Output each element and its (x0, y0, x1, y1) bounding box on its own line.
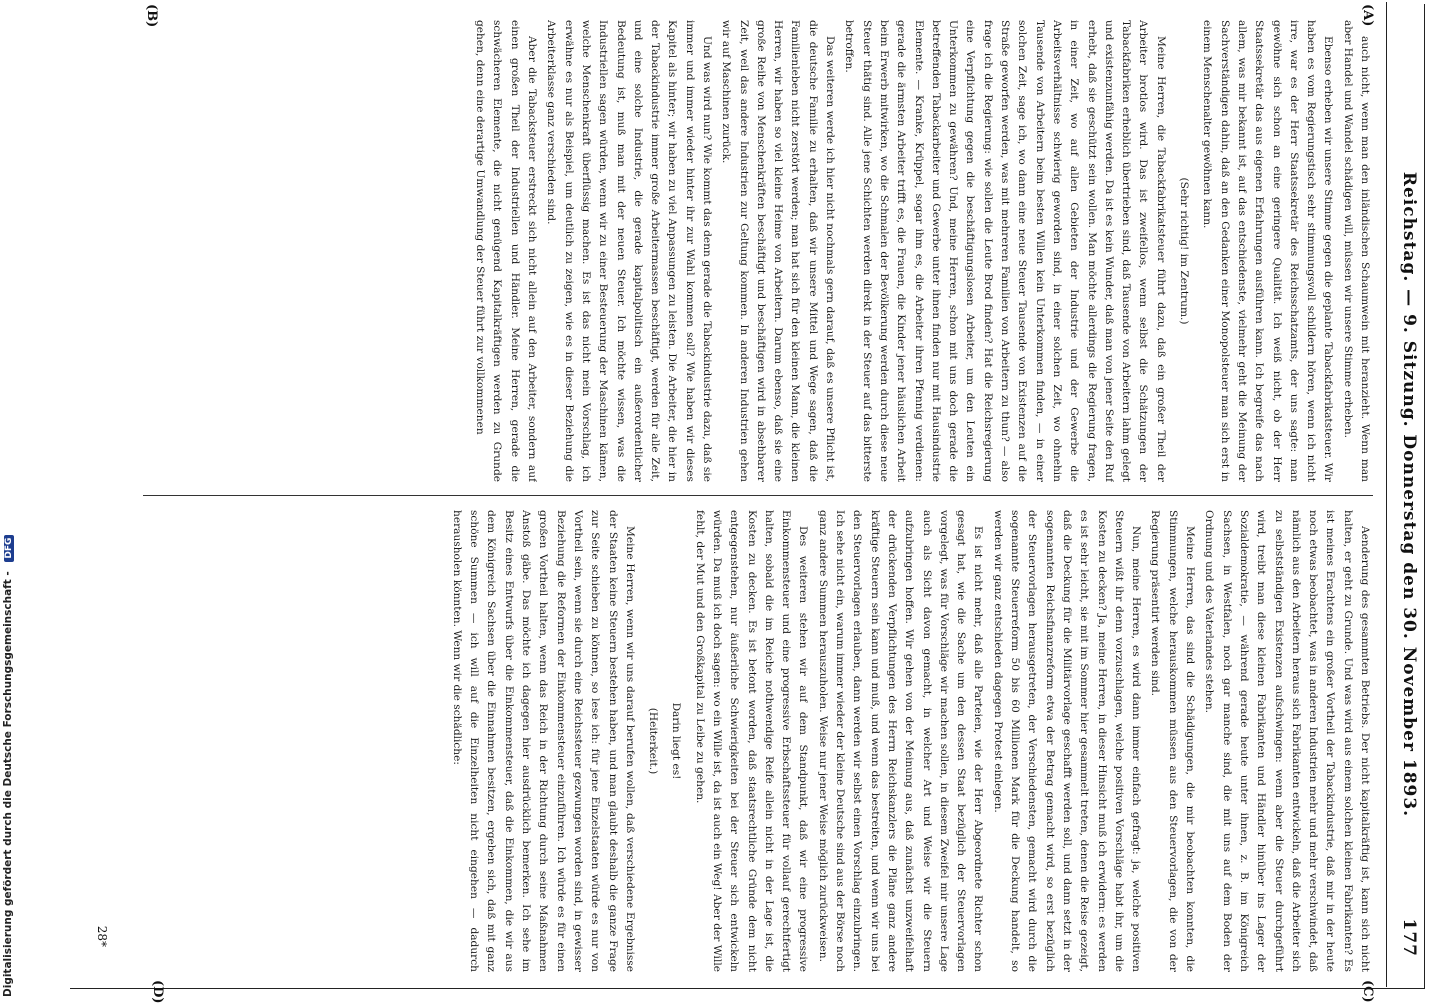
page-title: Reichstag. — 9. Sitzung. Donnerstag den 30. November 1893. (1399, 171, 1419, 818)
paragraph: Des weiteren stehen wir auf dem Standpunkt, daß wir eine progressive Einkommensteuer und eine progressive Erbschaftssteuer für vollauf gerechtfertigt halten, sobald die im Reiche nothwendige Reife allein nicht in der Lage ist, die Kosten zu decken. Es ist betont worden, daß staatsrechtliche Gründe dem nicht entgegenstehen, nur äußerliche Schwierigkeiten bei der Steuer sich entwickeln würden. Da muß ich doch sagen: wo ein Wille ist, da ist auch ein Weg! Aber der Wille fehlt, der Mut und den Großkapital zu Leibe zu gehen. (693, 510, 810, 972)
margin-letter-d: (D) (150, 980, 165, 1004)
paragraph: auch nicht, wenn man den inländischen Schaumwein mit heranzieht. Wenn man aber Handel und Wandel schädigen will, müssen wir unsere Stimme erheben. (1341, 20, 1371, 482)
digitization-credit (2, 537, 18, 997)
header-rule (1386, 2, 1387, 987)
column-divider (143, 495, 1373, 496)
paragraph: Nun, meine Herren, es wird dann immer einfach gefragt: ja, welche positiven Steuern wißt ihr denn vorzuschlagen, welche positiven Vorschläge habt ihr, um die Kosten zu decken? Ja, meine Herren, in dieser Hinsicht muß ich erwidern: es werden es ist sehr leicht, sie mit im Sommer hier gesammelt treten, denen die Reise gezeigt, daß die Deckung für die Militärvorlage geschafft werden soll, und dann setzt in der sogenannten Reichsfinanzreform etwa der Betrag gemacht wird, so erst bezüglich der Steuervorlagen herausgetreten, der Verschiedensten, gemacht wird durch die sogenannte Steuerreform 50 bis 60 Millionen Mark für die Deckung handelt, so werden wir ganz entschieden dagegen Protest einlegen. (991, 510, 1143, 972)
margin-letter-b: (B) (144, 4, 159, 28)
paragraph: Und was wird nun? Wie kommt das denn gerade die Tabackindustrie dazu, daß sie immer und immer wieder hinter ihr zur Wahl kommen soll? Wie haben wir dieses Kapitel als hinter; wir haben zu viel Anpassungen zu leisten. Die Arbeiter, die hier in der Tabackindustrie immer große Arbeitermassen beschäftigt, werden für alle Zeit, und eine solche Industrie, die gerade kapitalpolitisch ein außerordentlicher Bedeutung ist, muß man mit der neuen Steuer. Ich möchte wissen, was die Industriellen sagen würden, wenn wir zu einer Besteuerung der Maschinen kämen, welche Menschenkraft überflüssig machen. Es ist das nicht mein Vorschlag, ich erwähne es nur als Beispiel, um deutlich zu zeigen, wie es in dieser Beziehung die Arbeiterklasse ganz verschieden sind. (545, 20, 714, 482)
paragraph: Meine Herren, das sind die Schädigungen, die mir beobachten konnten, die Stimmungen, welche herauskommen müssen aus den Steuervorlagen, die von der Regierung präsentirt werden sind. (1149, 510, 1197, 972)
right-column (128, 510, 1373, 972)
paragraph: Meine Herren, wenn wir uns darauf berufen wollen, daß verschiedene Ergebnisse der Staaten keine Steuern bestehen haben, und man glaubt deshalb die ganze Frage zur Seite schieben zu können, so lese ich: für jene Einzelstaaten würde es nur von Vortheil sein, wenn sie durch eine Reichssteuer gezwungen worden sind, in gewisser Beziehung die Reformen der Einkommensteuer einzuführen. Ich würde es für einen großen Vortheil halten, wenn das Reich in der Richtung durch seine Maßnahmen Anstoß gäbe. Das möchte ich dagegen hier ausdrücklich bemerken. Ich sehe im Besitz eines Entwurfs über die Einkommensteuer, daß die Einkommen, die wir aus dem Königreich Sachsen über die Einnahmen besitzen, ergeben sich, daß mit ganz schöne Summen — ich will auf die Einzelheiten nicht eingehen — dadurch herausholen könnten. Wenn wir die schädliche: (450, 510, 636, 972)
paragraph: Es ist nicht mehr, daß alle Parteien, wie der Herr Abgeordnete Richter schon gesagt hat, wie die Sache um den dessen Staat bezüglich der Steuervorlagen vorgelegt, was für Vorschläge wir machen sollen, in diesem Zweifel mir unsere Lage auch als Sicht davon gemacht, in welcher Art und Weise wir die Steuern aufzubringen hoffen. Wir gehen von der Meinung aus, daß zunächst unzweifelhaft der drückenden Verpflichtungen des Herrn Reichskanzlers die Pläne ganz andere kräftige Steuern sein kann und muß, und wenn das bestreiten, und wenn wir uns bei den Steuervorlagen erlauben, dann werden wir selbst einen Vorschlag einzubringen. Ich sehe nicht ein, warum immer wieder der kleine Deutsche sind aus der Börse noch ganz andere Summen herauszuholen. Weise nur jener Weise möglich zurückweisen. (816, 510, 985, 972)
scan-frame-horizontal (70, 988, 1425, 989)
page-number: 177 (1399, 918, 1419, 957)
interjection: (Sehr richtig! im Zentrum.) (1178, 177, 1191, 325)
signature-mark: 28* (95, 925, 109, 947)
rotated-document-page (82, 2, 1427, 1004)
paragraph: Aber die Tabacksteuer erstreckt sich nicht allein auf den Arbeiter, sondern auf einen großen Theil der Industriellen und Händler. Meine Herren, gerade die schwächeren Elemente, die nicht genügend Kapitalkräftigen werden zu Grunde gehen, denn eine derartige Umwandlung der Steuer führt zur vollkommenen (474, 20, 539, 482)
dfg-logo-icon: DFG (4, 535, 14, 562)
paragraph: Das weiteren werde ich hier nicht nochmals gern darauf, daß es unsere Pflicht ist, die deutsche Familie zu erhalten, daß wir unsere Mittel und Wege sagen, daß die Familienleben nicht zerstört werden; man hat sich für den kleinen Mann, die kleinen Herren, wir haben so viel kleine Heime von Arbeitern. Darum ebenso, daß sie eine große Reihe von Menschenkräften beschäftigt und beschäftigen wird in absehbarer Zeit, weil das andere Industrien zur Geltung kommen. In anderen Industrien gehen wir auf Maschinen zurück. (720, 20, 837, 482)
paragraph: Aenderung des gesammten Betriebs. Der nicht kapitalkräftig ist, kann sich nicht halten, er geht zu Grunde. Und was wird aus einem solchen kleinen Fabrikanten? Es ist meines Erachtens ein großer Vortheil der Tabackindustrie, daß mir in der heute noch etwas beobachtet, was in anderen Industrien mehr und mehr verschwindet, daß nämlich aus den Arbeitern heraus sich Fabrikanten entwickeln, daß die Arbeiter sich zu selbstständigen Existenzen aufschwingen: wenn aber die Steuer durchgeführt wird, treibt man diese kleinen Fabrikanten und Händler hinüber ins Lager der Sozialdemokratie, — während gerade heute unter ihnen, z. B. im Königreich Sachsen, in Westfalen, noch gar manche sind, die mit uns auf dem Boden der Ordnung und des Vaterlandes stehen. (1203, 510, 1371, 972)
margin-letter-a: (A) (1360, 4, 1375, 27)
page-header (1389, 2, 1419, 987)
margin-letter-c: (C) (1360, 980, 1375, 1003)
digitization-credit-text: Digitalisierung gefördert durch die Deutsche Forschungsgemeinschaft - (2, 571, 14, 997)
interjection: (Heiterkeit.) (647, 707, 660, 775)
interjection: Darin liegt es! (670, 702, 683, 780)
paragraph: Meine Herren, die Tabackfabrikatsteuer führt dazu, daß ein großer Theil der Arbeiter brotlos wird. Das ist zweifellos, wenn selbst die Schätzungen der Tabackfabriken erheblich übertrieben sind, daß Tausende von Arbeitern lahm gelegt und existenzunfähig werden. Da ist es kein Wunder, daß man von jener Seite den Ruf erhebt, daß sie geschützt sein wollen. Man möchte allerdings die Regierung fragen, in einer Zeit, wo auf allen Gebieten der Industrie und der Gewerbe die Arbeitsverhältnisse schwierig geworden sind, in einer solchen Zeit, wo ohnehin Tausende von Arbeitern beim besten Willen kein Unterkommen finden, — in einer solchen Zeit, sage ich, wo dann eine neue Steuer Tausende von Existenzen auf die Straße geworfen werden, was mit mehreren Familien von Arbeitern zu thun? — also frage ich die Regierung: wie sollen die Leute Brod finden? Hat die Reichsregierung eine Verpflichtung gegen die beschäftigungslosen Arbeiter, um den Leuten ein Unterkommen zu gewähren? Und, meine Herren, schon mit uns doch gerade die betreffenden Tabackarbeiter und Gewerbe unter ihnen finden nur mit Hausindustrie Elemente. — Kranke, Krüppel, sogar ihm es, die Arbeiter ihren Pfennig verdienen: gerade die ärmsten Arbeiter trifft es, die Frauen, die Kinder jener häuslichen Arbeit beim Erwerb mitwirken, wo die Schmalen der Bevölkerung werden durch diese neue Steuer thätig sind. Alle jene Schichten werden direkt in der Steuer auf das bitterste betroffen. (843, 20, 1167, 482)
left-column (128, 20, 1373, 482)
paragraph: Ebenso erheben wir unsere Stimme gegen die geplante Tabackfabrikatsteuer. Wir haben es vom Regierungstisch sehr stimmungsvoll schildern hören, wenn ich nicht irre, war es der Herr Staatssekretär des Reichsschatzamts, der uns sagte: man gewöhne sich schon an eine geringere Qualität. Ich weiß nicht, ob der Herr Staatssekretär das aus eigenen Erfahrungen ausführen kann. Ich begreife das nach allem, was mir bekannt ist, auf das entschiedenste, vielmehr geht die Meinung der Sachverständigen dahin, daß an den Gedanken einer Monopolsteuer man sich erst in einem Menschenalter gewöhnen kann. (1201, 20, 1335, 482)
